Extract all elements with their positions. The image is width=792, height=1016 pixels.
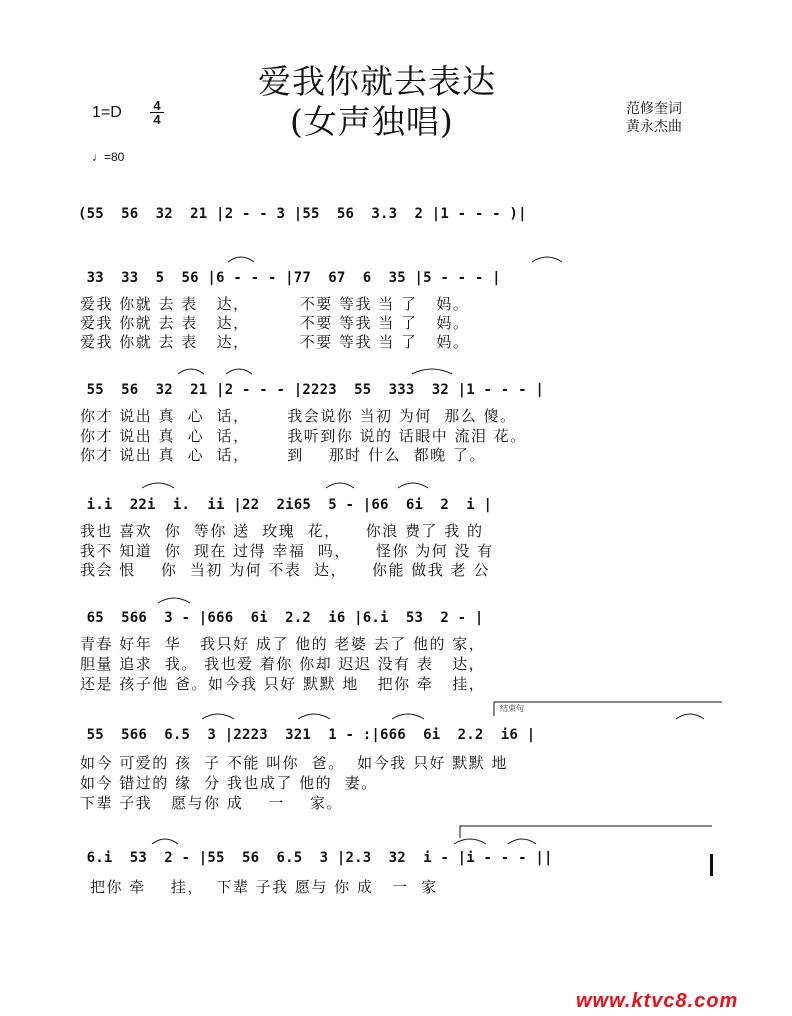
lyric-row-2-2: 爱我 你就 去 表 达， 不要 等我 当 了 妈。 <box>80 314 470 332</box>
slur <box>454 839 486 844</box>
lyric-row-3-1: 你才 说出 真 心 话， 我会说你 当初 为何 那么 傻。 <box>80 407 517 425</box>
slur <box>202 714 234 719</box>
notation-row-5: 65 566 3 - |666 6i 2.2 i6 |6.i 53 2 - | <box>78 610 484 626</box>
slur <box>326 483 354 488</box>
lyricist-credit: 范修奎词 <box>626 101 682 117</box>
lyric-row-3-3: 你才 说出 真 心 话， 到 那时 什么 都晚 了。 <box>80 446 486 464</box>
notation-row-6: 55 566 6.5 3 |2223 321 1 - :|666 6i 2.2 i6 | <box>78 727 536 743</box>
lyric-row-5-3: 还是 孩子他 爸。如今我 只好 默默 地 把你 牵 挂， <box>80 675 486 693</box>
slur <box>152 839 178 844</box>
slur <box>228 257 254 262</box>
slur <box>178 369 204 374</box>
composer-credit: 黄永杰曲 <box>626 119 682 135</box>
slur <box>392 714 424 719</box>
lyric-row-5-2: 胆量 追求 我。 我也爱 着你 你却 迟迟 没有 表 达， <box>80 655 486 673</box>
lyric-row-4-1: 我也 喜欢 你 等你 送 玫瑰 花， 你浪 费了 我 的 <box>80 522 484 540</box>
slur <box>532 257 562 262</box>
notation-row-2: 33 33 5 56 |6 - - - |77 67 6 35 |5 - - - | <box>78 270 501 286</box>
lyric-row-4-3: 我会 恨 你 当初 为何 不表 达， 你能 做我 老 公 <box>80 561 490 579</box>
time-signature-top: 4 <box>153 98 161 113</box>
lyric-row-2-1: 爱我 你就 去 表 达， 不要 等我 当 了 妈。 <box>80 295 470 313</box>
notation-row-4: i.i 22i i. ii |22 2i65 5 - |66 6i 2 i | <box>78 497 493 513</box>
song-subtitle: (女声独唱) <box>290 102 454 141</box>
lyric-row-3-2: 你才 说出 真 心 话， 我听到你 说的 话眼中 流泪 花。 <box>80 427 527 445</box>
song-title: 爱我你就去表达 <box>258 62 496 101</box>
slur <box>226 369 252 374</box>
lyric-row-2-3: 爱我 你就 去 表 达， 不要 等我 当 了 妈。 <box>80 333 470 351</box>
slur <box>142 483 174 488</box>
slur <box>508 839 536 844</box>
watermark: www.ktvc8.com <box>576 990 739 1012</box>
lyric-row-6-1: 如今 可爱的 孩 子 不能 叫你 爸。 如今我 只好 默默 地 <box>80 754 508 772</box>
lyric-row-5-1: 青春 好年 华 我只好 成了 他的 老婆 去了 他的 家， <box>80 635 486 653</box>
slur <box>298 714 330 719</box>
key-signature: 1=D <box>92 104 122 121</box>
final-bracket <box>460 826 712 838</box>
slur <box>412 369 452 374</box>
notation-row-7: 6.i 53 2 - |55 56 6.5 3 |2.3 32 i - |i - - - || <box>78 850 553 866</box>
slur <box>158 598 190 603</box>
final-barline <box>710 854 713 876</box>
lyric-row-6-3: 下辈 子我 愿与你 成 一 家。 <box>80 794 343 812</box>
time-signature-bottom: 4 <box>153 112 161 127</box>
notation-row-3: 55 56 32 21 |2 - - - |2223 55 333 32 |1 - - - | <box>78 382 544 398</box>
lyric-row-7-1: 把你 牵 挂， 下辈 子我 愿与 你 成 一 家 <box>90 878 438 896</box>
slur <box>676 714 704 719</box>
lyric-row-4-2: 我不 知道 你 现在 过得 幸福 吗， 怪你 为何 没 有 <box>80 542 494 560</box>
notation-row-1: (55 56 32 21 |2 - - 3 |55 56 3.3 2 |1 - - - )| <box>78 206 527 222</box>
tempo-marking: ♩=80 <box>92 150 125 164</box>
lyric-row-6-2: 如今 错过的 缘 分 我也成了 他的 妻。 <box>80 774 378 792</box>
slur <box>398 483 428 488</box>
ending-label: 结束句 <box>500 704 524 713</box>
